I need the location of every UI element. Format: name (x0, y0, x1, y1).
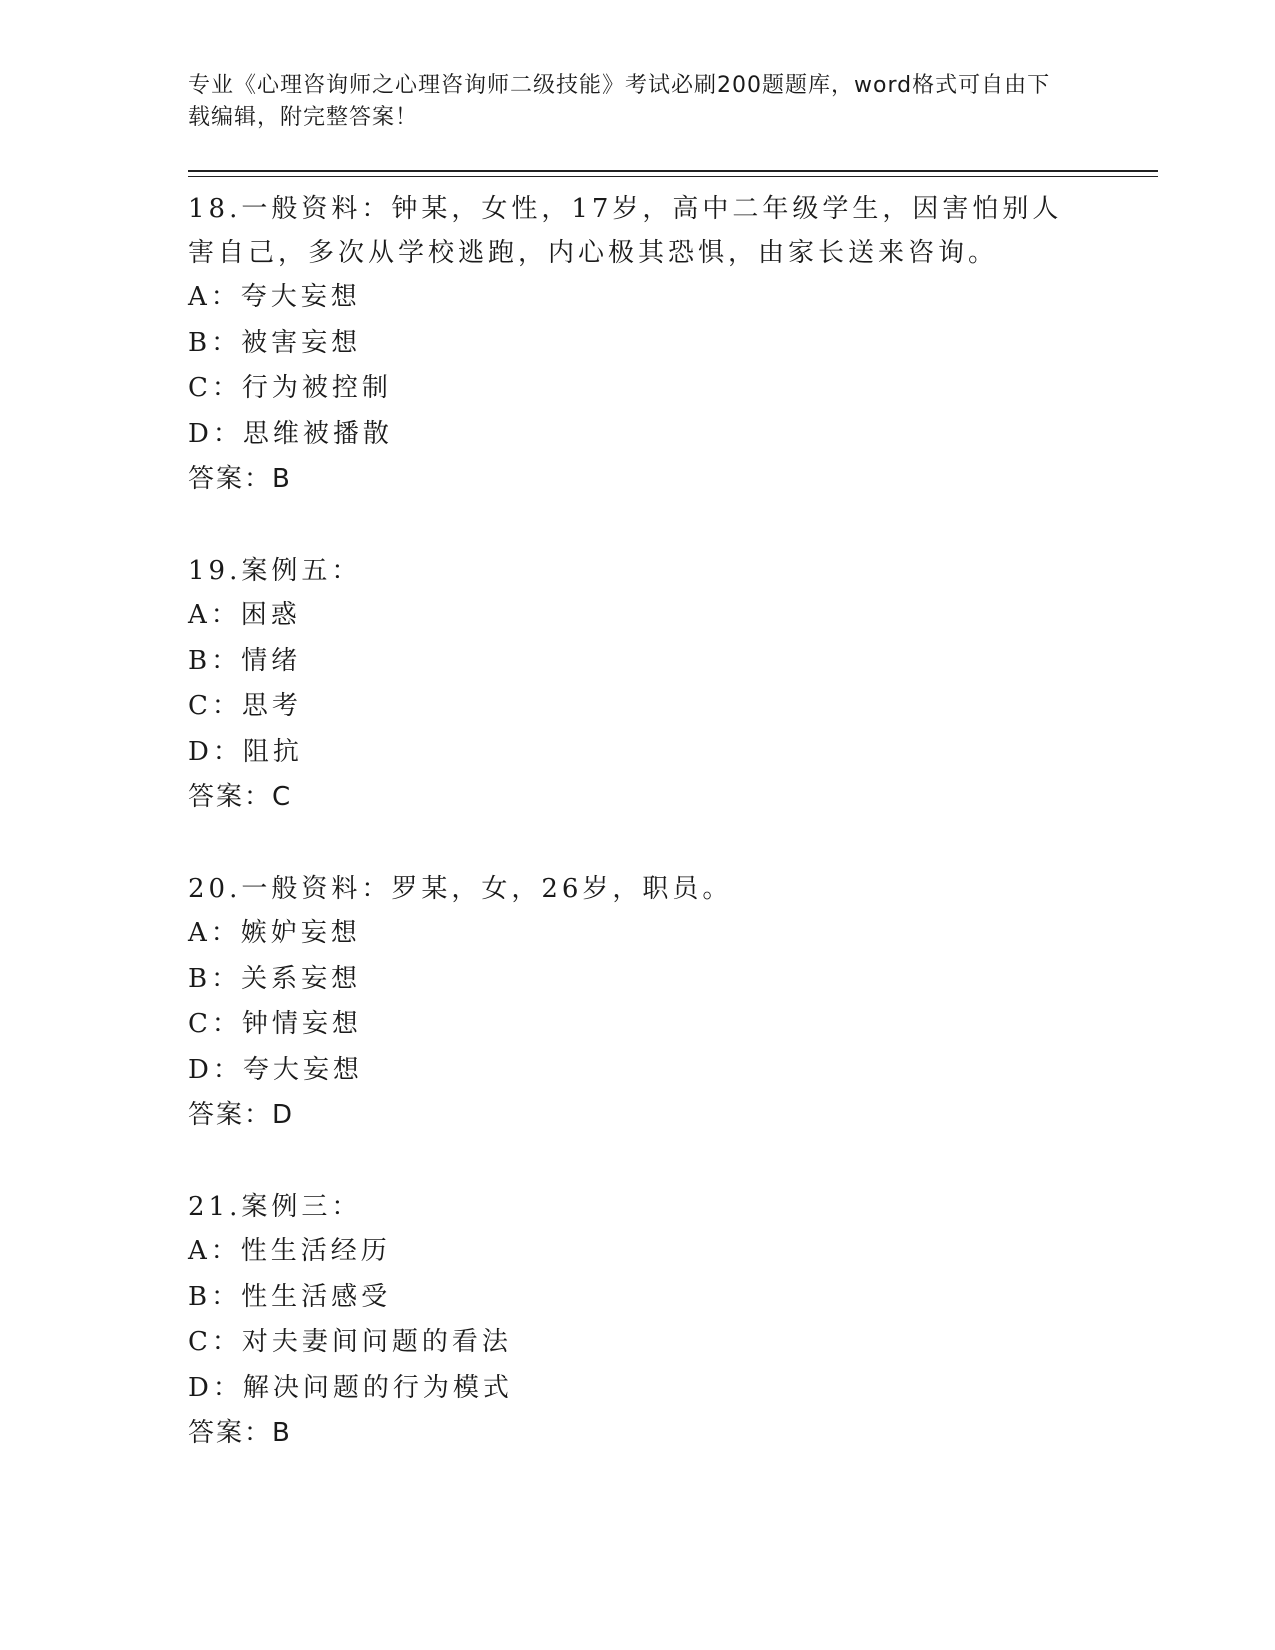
question-18 (188, 187, 1158, 502)
question-20 (188, 867, 1158, 1138)
option-c: C：钟情妄想 (188, 1009, 362, 1039)
option-d: D：解决问题的行为模式 (188, 1372, 513, 1403)
question-21 (188, 1185, 1158, 1456)
question-stem: 19.案例五： (188, 556, 362, 586)
question-stem: 18.一般资料：钟某，女性，17岁，高中二年级学生，因害怕别人害自己，多次从学校逃跑，内心极其恐惧，由家长送来咨询。 (188, 194, 1063, 268)
option-b: B：被害妄想 (188, 327, 362, 358)
question-stem: 21.案例三： (188, 1192, 362, 1222)
option-b: B：情绪 (188, 645, 302, 676)
option-a: A：困惑 (188, 600, 301, 630)
spacer (188, 1138, 1158, 1185)
answer-line: 答案：C (188, 782, 293, 812)
option-d: D：阻抗 (188, 736, 303, 767)
document-header: 专业《心理咨询师之心理咨询师二级技能》考试必刷200题题库，word格式可自由下载编辑，附完整答案！ (188, 73, 1051, 130)
answer-line: 答案：B (188, 464, 292, 494)
option-b: B：性生活感受 (188, 1281, 392, 1312)
option-b: B：关系妄想 (188, 963, 362, 994)
spacer (188, 502, 1158, 549)
answer-line: 答案：B (188, 1418, 292, 1448)
option-d: D：思维被播散 (188, 418, 393, 449)
document-page (188, 70, 1158, 1456)
question-19 (188, 549, 1158, 820)
option-c: C：思考 (188, 691, 302, 721)
option-c: C：对夫妻间问题的看法 (188, 1327, 512, 1357)
answer-line: 答案：D (188, 1100, 295, 1130)
option-a: A：性生活经历 (188, 1236, 391, 1266)
option-a: A：夸大妄想 (188, 282, 361, 312)
header-divider (188, 170, 1158, 177)
option-d: D：夸大妄想 (188, 1054, 363, 1085)
option-a: A：嫉妒妄想 (188, 918, 361, 948)
question-stem: 20.一般资料：罗某，女，26岁，职员。 (188, 874, 733, 904)
option-c: C：行为被控制 (188, 373, 392, 403)
spacer (188, 820, 1158, 867)
